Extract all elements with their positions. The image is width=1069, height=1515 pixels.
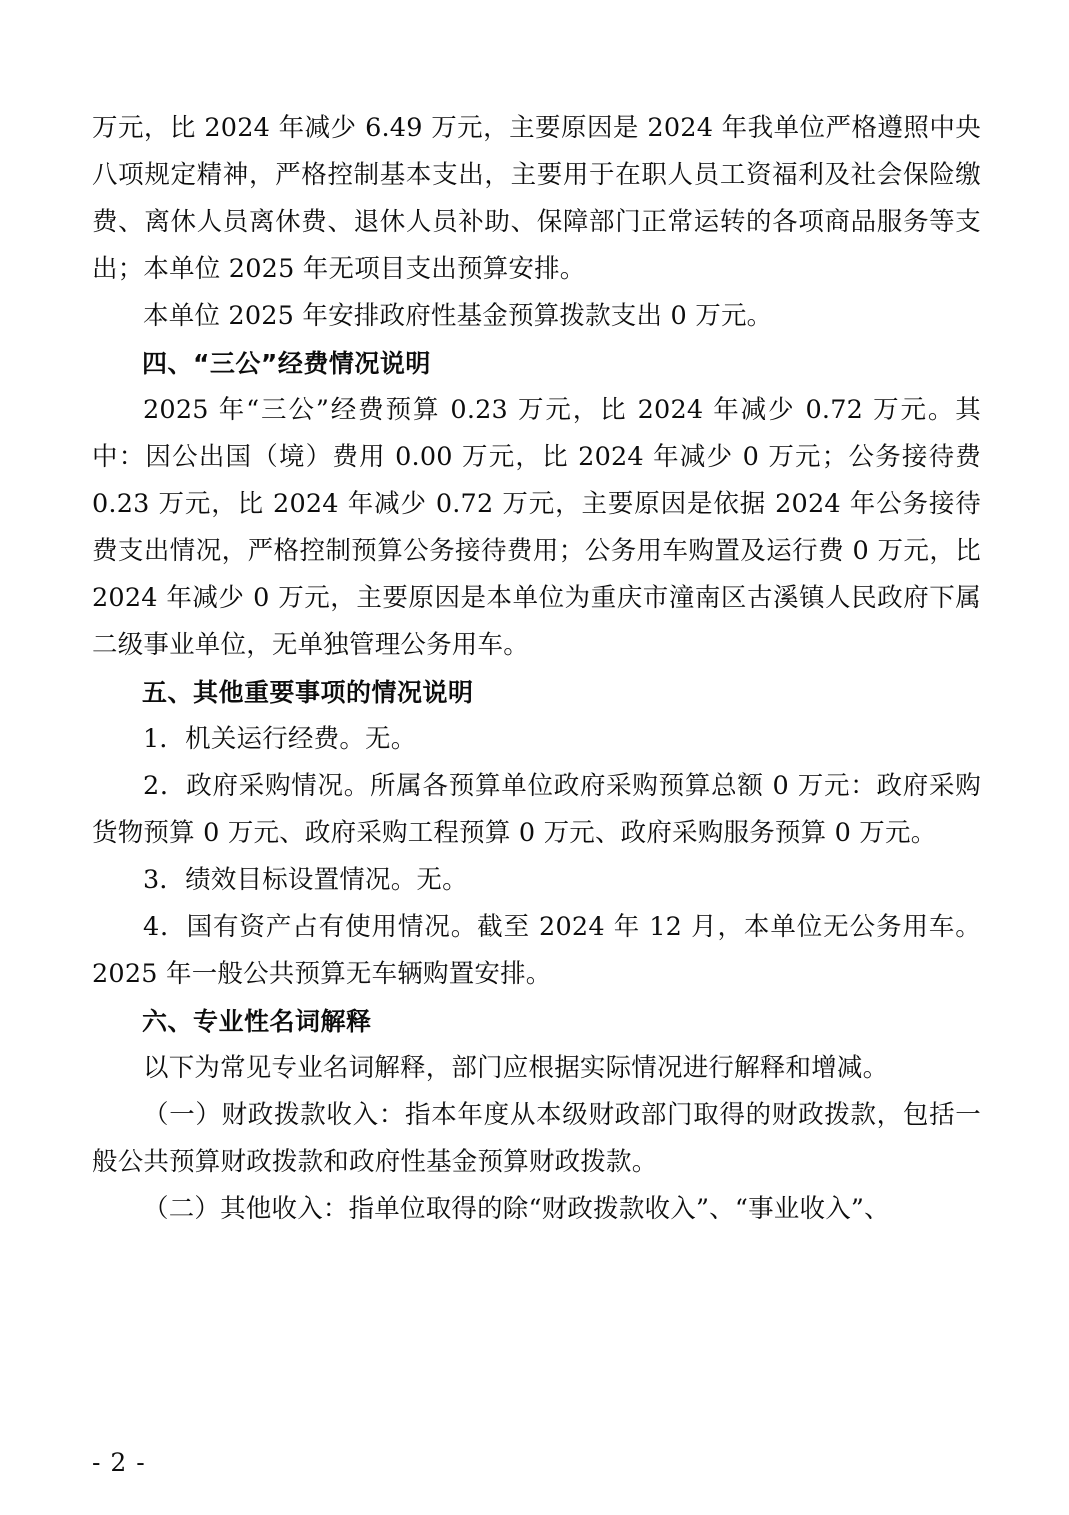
paragraph-term-fiscal-appropriation-income: （一）财政拨款收入：指本年度从本级财政部门取得的财政拨款，包括一般公共预算财政拨款和政府性基金预算财政拨款。 [92, 1100, 981, 1177]
section-heading-six: 六、专业性名词解释 [142, 1007, 372, 1036]
paragraph-terminology-intro: 以下为常见专业名词解释，部门应根据实际情况进行解释和增减。 [143, 1053, 889, 1083]
section-heading-five: 五、其他重要事项的情况说明 [142, 678, 474, 707]
paragraph-item-4-state-owned-assets: 4．国有资产占有使用情况。截至 2024 年 12 月，本单位无公务用车。2025 年一般公共预算无车辆购置安排。 [92, 912, 981, 989]
section-heading-four: 四、“三公”经费情况说明 [142, 349, 431, 378]
document-body [92, 105, 981, 1233]
paragraph-three-public-expenses: 2025 年“三公”经费预算 0.23 万元，比 2024 年减少 0.72 万元。其中：因公出国（境）费用 0.00 万元，比 2024 年减少 0 万元；公务接待费 0.23 万元，比 2024 年减少 0.72 万元，主要原因是依据 2024 年公务接待费支出情况，严格控制预算公务接待费用；公务用车购置及运行费 0 万元，比 2024 年减少 0 万元，主要原因是本单位为重庆市潼南区古溪镇人民政府下属二级事业单位，无单独管理公务用车。 [92, 395, 981, 660]
page-number: - 2 - [92, 1448, 146, 1477]
paragraph-item-2-government-procurement: 2．政府采购情况。所属各预算单位政府采购预算总额 0 万元：政府采购货物预算 0 万元、政府采购工程预算 0 万元、政府采购服务预算 0 万元。 [92, 771, 981, 848]
paragraph-item-3-performance-targets: 3．绩效目标设置情况。无。 [143, 865, 468, 895]
paragraph-item-1-operating-expenses: 1．机关运行经费。无。 [143, 724, 417, 754]
paragraph-continued-budget-expenditure: 万元，比 2024 年减少 6.49 万元，主要原因是 2024 年我单位严格遵照中央八项规定精神，严格控制基本支出，主要用于在职人员工资福利及社会保险缴费、离休人员离休费、退休人员补助、保障部门正常运转的各项商品服务等支出；本单位 2025 年无项目支出预算安排。 [92, 113, 981, 284]
paragraph-government-fund-budget: 本单位 2025 年安排政府性基金预算拨款支出 0 万元。 [143, 301, 773, 331]
paragraph-term-other-income: （二）其他收入：指单位取得的除“财政拨款收入”、“事业收入”、 [143, 1194, 890, 1224]
